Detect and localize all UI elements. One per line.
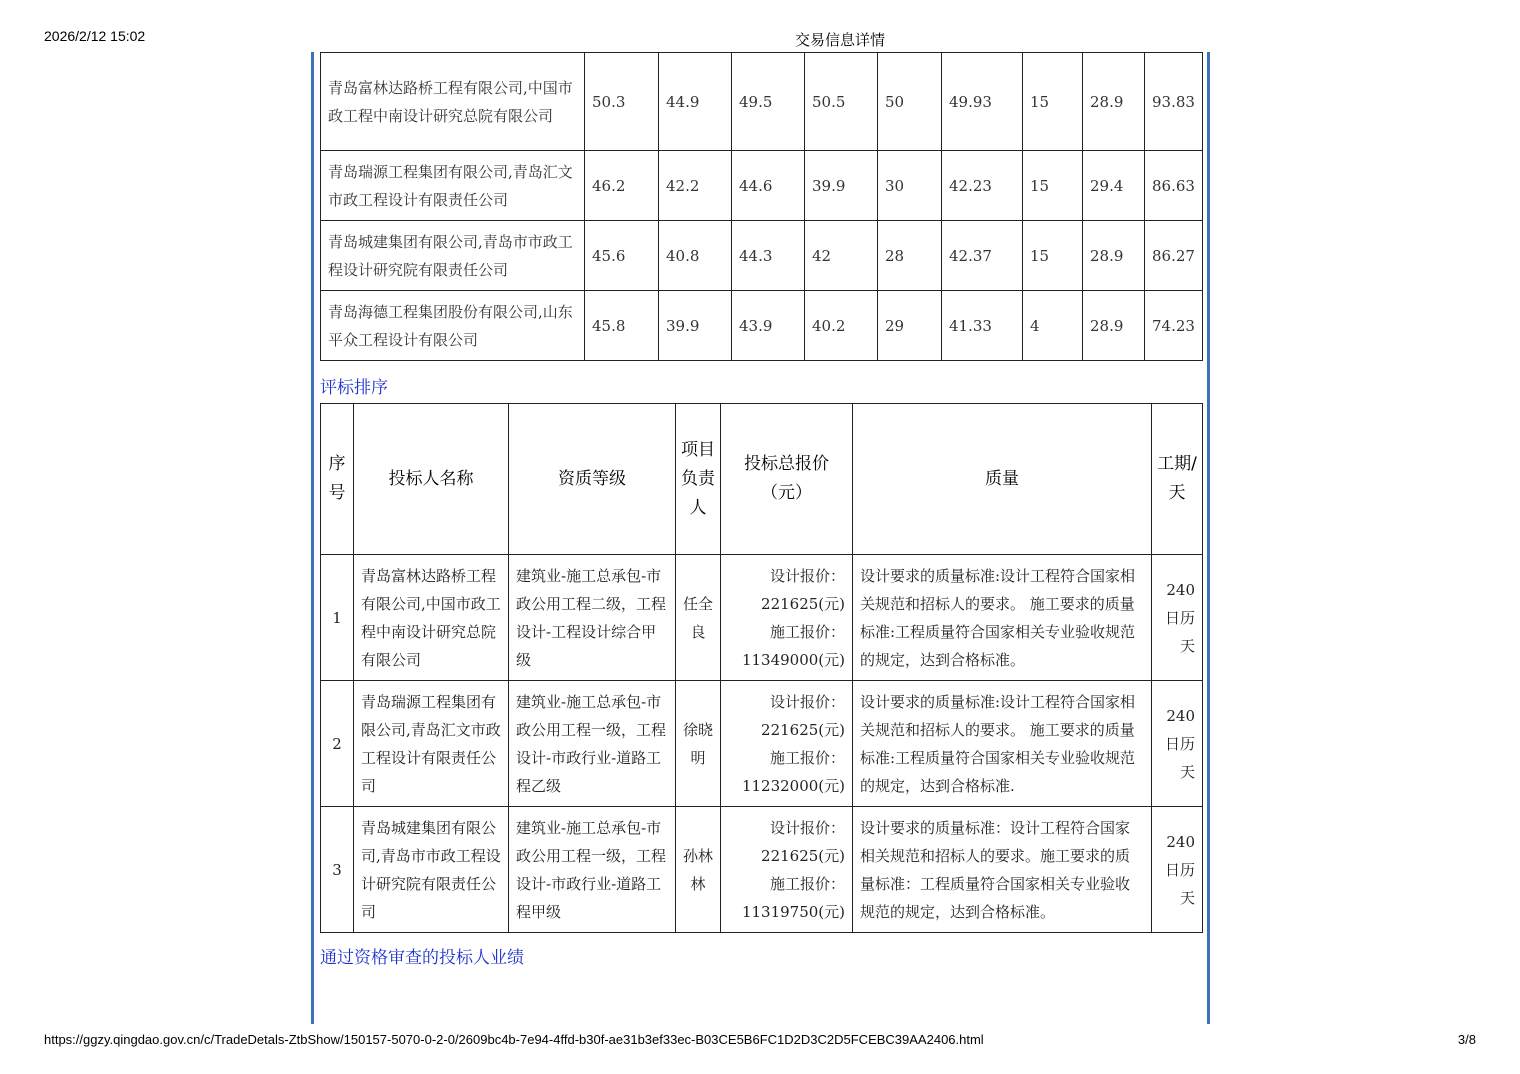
score-cell: 44.6 — [732, 151, 805, 221]
bidder-name-cell: 青岛富林达路桥工程有限公司,中国市政工程中南设计研究总院有限公司 — [321, 53, 585, 151]
score-cell: 39.9 — [805, 151, 878, 221]
section-title-performance: 通过资格审查的投标人业绩 — [320, 948, 524, 967]
score-cell: 43.9 — [732, 291, 805, 361]
price-line: 221625(元) — [761, 846, 845, 865]
score-cell: 42.37 — [942, 221, 1023, 291]
score-cell: 39.9 — [659, 291, 732, 361]
price-line: 设计报价： — [769, 692, 845, 711]
bidder-cell: 青岛瑞源工程集团有限公司,青岛汇文市政工程设计有限责任公司 — [354, 681, 509, 807]
qualification-cell: 建筑业-施工总承包-市政公用工程一级，工程设计-市政行业-道路工程乙级 — [509, 681, 676, 807]
header-duration: 工期/天 — [1152, 404, 1203, 555]
qualification-cell: 建筑业-施工总承包-市政公用工程二级，工程设计-工程设计综合甲级 — [509, 555, 676, 681]
manager-cell: 任全良 — [676, 555, 721, 681]
score-cell: 45.6 — [585, 221, 659, 291]
score-cell: 45.8 — [585, 291, 659, 361]
score-cell: 28.9 — [1083, 291, 1145, 361]
table-row — [321, 807, 1203, 933]
score-cell: 4 — [1023, 291, 1083, 361]
bidder-name-cell: 青岛瑞源工程集团有限公司,青岛汇文市政工程设计有限责任公司 — [321, 151, 585, 221]
header-seq: 序号 — [321, 404, 354, 555]
score-cell: 42.23 — [942, 151, 1023, 221]
ranking-table — [320, 403, 1203, 933]
table-row — [321, 53, 1203, 151]
score-cell: 29.4 — [1083, 151, 1145, 221]
bidder-cell: 青岛富林达路桥工程有限公司,中国市政工程中南设计研究总院有限公司 — [354, 555, 509, 681]
quality-cell: 设计要求的质量标准:设计工程符合国家相关规范和招标人的要求。 施工要求的质量标准:工程质量符合国家相关专业验收规范的规定，达到合格标准。 — [853, 555, 1152, 681]
table-row — [321, 151, 1203, 221]
score-cell: 50.5 — [805, 53, 878, 151]
total-score-cell: 86.63 — [1145, 151, 1203, 221]
score-cell: 40.8 — [659, 221, 732, 291]
price-line: 设计报价： — [769, 818, 845, 837]
price-line: 221625(元) — [761, 720, 845, 739]
seq-cell: 3 — [321, 807, 354, 933]
section-title-ranking: 评标排序 — [320, 378, 388, 397]
score-cell: 40.2 — [805, 291, 878, 361]
total-score-cell: 86.27 — [1145, 221, 1203, 291]
score-cell: 15 — [1023, 221, 1083, 291]
quality-cell: 设计要求的质量标准：设计工程符合国家相关规范和招标人的要求。施工要求的质量标准：工程质量符合国家相关专业验收规范的规定，达到合格标准。 — [853, 807, 1152, 933]
page-number: 3/8 — [1457, 1032, 1476, 1047]
print-timestamp: 2026/2/12 15:02 — [44, 28, 146, 44]
manager-cell: 徐晓明 — [676, 681, 721, 807]
score-cell: 49.5 — [732, 53, 805, 151]
content-area — [320, 52, 1202, 969]
table-header-row — [321, 404, 1203, 555]
header-qualification: 资质等级 — [509, 404, 676, 555]
table-row — [321, 291, 1203, 361]
score-cell: 41.33 — [942, 291, 1023, 361]
duration-cell: 240日历天 — [1152, 807, 1203, 933]
header-quality: 质量 — [853, 404, 1152, 555]
score-cell: 42 — [805, 221, 878, 291]
score-cell: 42.2 — [659, 151, 732, 221]
page-url: https://ggzy.qingdao.gov.cn/c/TradeDetals-ZtbShow/150157-5070-0-2-0/2609bc4b-7e94-4ffd-b30f-ae31b3ef33ec-B03CE5B6FC1D2D3C2D5FCEBC39AA2406.html — [44, 1032, 984, 1047]
header-price: 投标总报价（元） — [721, 404, 853, 555]
table-row — [321, 221, 1203, 291]
duration-cell: 240日历天 — [1152, 555, 1203, 681]
score-cell: 44.3 — [732, 221, 805, 291]
score-cell: 28.9 — [1083, 221, 1145, 291]
total-score-cell: 74.23 — [1145, 291, 1203, 361]
content-border-right — [1207, 52, 1210, 1024]
duration-cell: 240日历天 — [1152, 681, 1203, 807]
manager-cell: 孙林林 — [676, 807, 721, 933]
header-bidder: 投标人名称 — [354, 404, 509, 555]
price-line: 11232000(元) — [741, 776, 845, 795]
score-table — [320, 52, 1203, 361]
score-cell: 49.93 — [942, 53, 1023, 151]
price-cell — [721, 807, 853, 933]
score-cell: 28.9 — [1083, 53, 1145, 151]
score-cell: 46.2 — [585, 151, 659, 221]
qualification-cell: 建筑业-施工总承包-市政公用工程一级，工程设计-市政行业-道路工程甲级 — [509, 807, 676, 933]
score-cell: 28 — [878, 221, 942, 291]
score-cell: 30 — [878, 151, 942, 221]
bidder-name-cell: 青岛海德工程集团股份有限公司,山东平众工程设计有限公司 — [321, 291, 585, 361]
content-border-left — [311, 52, 314, 1024]
score-cell: 29 — [878, 291, 942, 361]
header-manager: 项目负责人 — [676, 404, 721, 555]
seq-cell: 2 — [321, 681, 354, 807]
page-title: 交易信息详情 — [794, 32, 885, 49]
table-row — [321, 555, 1203, 681]
bidder-name-cell: 青岛城建集团有限公司,青岛市市政工程设计研究院有限责任公司 — [321, 221, 585, 291]
price-cell — [721, 555, 853, 681]
price-line: 11349000(元) — [741, 650, 845, 669]
total-score-cell: 93.83 — [1145, 53, 1203, 151]
price-line: 施工报价： — [769, 748, 845, 767]
bidder-cell: 青岛城建集团有限公司,青岛市市政工程设计研究院有限责任公司 — [354, 807, 509, 933]
price-line: 设计报价： — [769, 566, 845, 585]
quality-cell: 设计要求的质量标准:设计工程符合国家相关规范和招标人的要求。 施工要求的质量标准:工程质量符合国家相关专业验收规范的规定，达到合格标准. — [853, 681, 1152, 807]
price-line: 施工报价： — [769, 622, 845, 641]
score-cell: 44.9 — [659, 53, 732, 151]
price-line: 11319750(元) — [741, 902, 845, 921]
price-cell — [721, 681, 853, 807]
price-line: 221625(元) — [761, 594, 845, 613]
score-cell: 15 — [1023, 151, 1083, 221]
score-cell: 15 — [1023, 53, 1083, 151]
table-row — [321, 681, 1203, 807]
score-cell: 50 — [878, 53, 942, 151]
price-line: 施工报价： — [769, 874, 845, 893]
score-cell: 50.3 — [585, 53, 659, 151]
seq-cell: 1 — [321, 555, 354, 681]
